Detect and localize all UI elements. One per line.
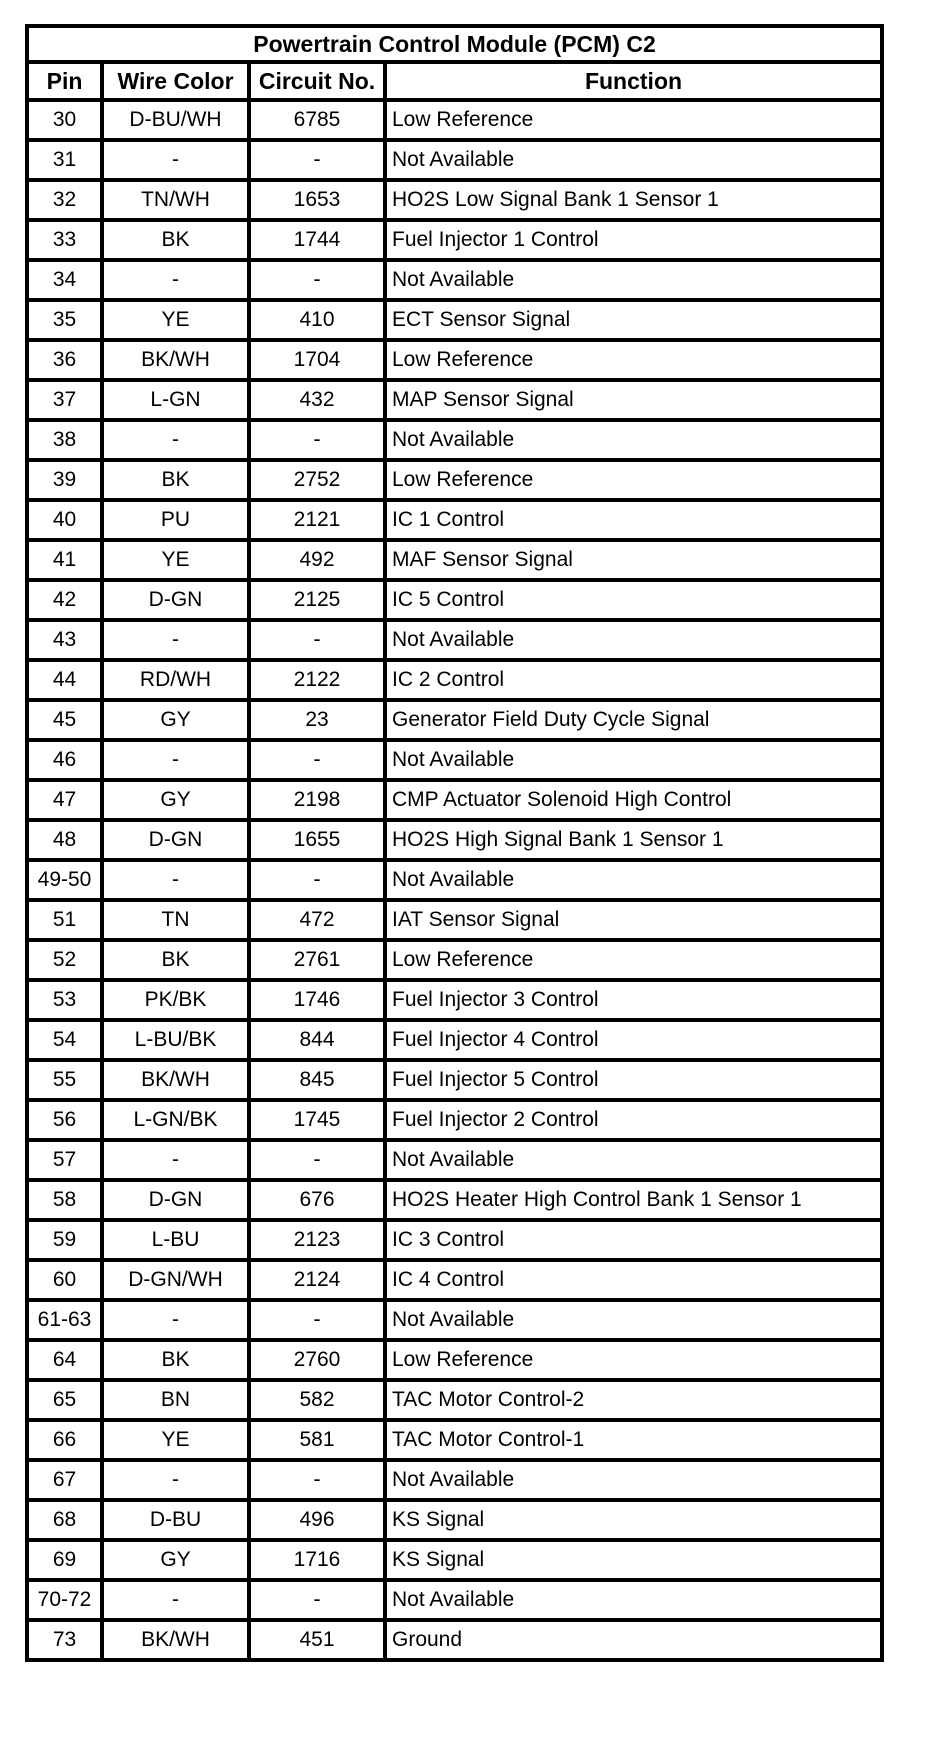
table-row — [27, 740, 882, 780]
pin-cell: 70-72 — [27, 1580, 102, 1620]
table-row — [27, 1500, 882, 1540]
pin-cell: 38 — [27, 420, 102, 460]
circuit-no-cell: 1744 — [249, 220, 385, 260]
function-cell: ECT Sensor Signal — [385, 300, 882, 340]
wire-color-cell: BK — [102, 940, 249, 980]
wire-color-cell: RD/WH — [102, 660, 249, 700]
pin-cell: 44 — [27, 660, 102, 700]
wire-color-cell: YE — [102, 1420, 249, 1460]
circuit-no-cell: - — [249, 260, 385, 300]
wire-color-cell: - — [102, 860, 249, 900]
function-cell: MAF Sensor Signal — [385, 540, 882, 580]
function-cell: Not Available — [385, 420, 882, 460]
circuit-no-cell: 451 — [249, 1620, 385, 1660]
pin-cell: 57 — [27, 1140, 102, 1180]
function-cell: Fuel Injector 4 Control — [385, 1020, 882, 1060]
wire-color-cell: PU — [102, 500, 249, 540]
pin-cell: 46 — [27, 740, 102, 780]
wire-color-cell: D-BU/WH — [102, 100, 249, 140]
circuit-no-cell: 1745 — [249, 1100, 385, 1140]
pin-cell: 73 — [27, 1620, 102, 1660]
wire-color-cell: - — [102, 620, 249, 660]
table-row — [27, 1300, 882, 1340]
pin-cell: 34 — [27, 260, 102, 300]
wire-color-cell: - — [102, 1140, 249, 1180]
circuit-no-cell: - — [249, 860, 385, 900]
table-row — [27, 860, 882, 900]
circuit-no-cell: - — [249, 1140, 385, 1180]
column-header-pin: Pin — [27, 62, 102, 100]
table-title: Powertrain Control Module (PCM) C2 — [27, 26, 882, 62]
wire-color-cell: L-GN/BK — [102, 1100, 249, 1140]
table-row — [27, 1100, 882, 1140]
function-cell: Not Available — [385, 260, 882, 300]
wire-color-cell: BK — [102, 220, 249, 260]
wire-color-cell: D-GN — [102, 820, 249, 860]
circuit-no-cell: - — [249, 1460, 385, 1500]
table-row — [27, 1460, 882, 1500]
circuit-no-cell: 2760 — [249, 1340, 385, 1380]
pin-cell: 69 — [27, 1540, 102, 1580]
table-row — [27, 1180, 882, 1220]
pin-cell: 60 — [27, 1260, 102, 1300]
circuit-no-cell: 844 — [249, 1020, 385, 1060]
pin-cell: 48 — [27, 820, 102, 860]
circuit-no-cell: 6785 — [249, 100, 385, 140]
function-cell: Low Reference — [385, 1340, 882, 1380]
wire-color-cell: BK/WH — [102, 1060, 249, 1100]
function-cell: HO2S Heater High Control Bank 1 Sensor 1 — [385, 1180, 882, 1220]
wire-color-cell: BN — [102, 1380, 249, 1420]
pin-cell: 67 — [27, 1460, 102, 1500]
function-cell: Fuel Injector 2 Control — [385, 1100, 882, 1140]
table-row — [27, 1340, 882, 1380]
table-row — [27, 300, 882, 340]
function-cell: Not Available — [385, 620, 882, 660]
wire-color-cell: GY — [102, 700, 249, 740]
column-header-circuit-no: Circuit No. — [249, 62, 385, 100]
pin-cell: 31 — [27, 140, 102, 180]
table-row — [27, 1260, 882, 1300]
table-row — [27, 1580, 882, 1620]
function-cell: IC 3 Control — [385, 1220, 882, 1260]
circuit-no-cell: 23 — [249, 700, 385, 740]
pin-cell: 45 — [27, 700, 102, 740]
table-row — [27, 1380, 882, 1420]
circuit-no-cell: 2752 — [249, 460, 385, 500]
column-header-row — [27, 62, 882, 100]
circuit-no-cell: - — [249, 140, 385, 180]
wire-color-cell: - — [102, 740, 249, 780]
table-row — [27, 1620, 882, 1660]
table-row — [27, 180, 882, 220]
wire-color-cell: D-GN/WH — [102, 1260, 249, 1300]
pin-cell: 56 — [27, 1100, 102, 1140]
wire-color-cell: BK/WH — [102, 1620, 249, 1660]
pin-cell: 66 — [27, 1420, 102, 1460]
circuit-no-cell: 2121 — [249, 500, 385, 540]
wire-color-cell: GY — [102, 1540, 249, 1580]
circuit-no-cell: 2122 — [249, 660, 385, 700]
pin-cell: 33 — [27, 220, 102, 260]
circuit-no-cell: 1704 — [249, 340, 385, 380]
table-row — [27, 140, 882, 180]
function-cell: Not Available — [385, 1300, 882, 1340]
pin-cell: 68 — [27, 1500, 102, 1540]
circuit-no-cell: 1653 — [249, 180, 385, 220]
circuit-no-cell: 582 — [249, 1380, 385, 1420]
function-cell: IAT Sensor Signal — [385, 900, 882, 940]
circuit-no-cell: 432 — [249, 380, 385, 420]
circuit-no-cell: 581 — [249, 1420, 385, 1460]
circuit-no-cell: 2124 — [249, 1260, 385, 1300]
circuit-no-cell: 1746 — [249, 980, 385, 1020]
wire-color-cell: - — [102, 1300, 249, 1340]
circuit-no-cell: - — [249, 420, 385, 460]
column-header-function: Function — [385, 62, 882, 100]
wire-color-cell: L-BU/BK — [102, 1020, 249, 1060]
function-cell: Fuel Injector 1 Control — [385, 220, 882, 260]
circuit-no-cell: - — [249, 1300, 385, 1340]
wire-color-cell: - — [102, 260, 249, 300]
circuit-no-cell: 1716 — [249, 1540, 385, 1580]
wire-color-cell: L-BU — [102, 1220, 249, 1260]
function-cell: Not Available — [385, 860, 882, 900]
table-row — [27, 1220, 882, 1260]
circuit-no-cell: 1655 — [249, 820, 385, 860]
function-cell: Low Reference — [385, 940, 882, 980]
circuit-no-cell: 845 — [249, 1060, 385, 1100]
circuit-no-cell: - — [249, 620, 385, 660]
wire-color-cell: L-GN — [102, 380, 249, 420]
pin-cell: 58 — [27, 1180, 102, 1220]
circuit-no-cell: 472 — [249, 900, 385, 940]
pin-cell: 65 — [27, 1380, 102, 1420]
function-cell: IC 1 Control — [385, 500, 882, 540]
function-cell: Not Available — [385, 140, 882, 180]
function-cell: Low Reference — [385, 460, 882, 500]
function-cell: Low Reference — [385, 100, 882, 140]
table-row — [27, 660, 882, 700]
wire-color-cell: BK — [102, 460, 249, 500]
table-row — [27, 540, 882, 580]
pin-cell: 54 — [27, 1020, 102, 1060]
function-cell: Not Available — [385, 740, 882, 780]
table-row — [27, 780, 882, 820]
circuit-no-cell: 2125 — [249, 580, 385, 620]
function-cell: Ground — [385, 1620, 882, 1660]
table-row — [27, 380, 882, 420]
pin-cell: 41 — [27, 540, 102, 580]
pin-cell: 55 — [27, 1060, 102, 1100]
wire-color-cell: D-BU — [102, 1500, 249, 1540]
function-cell: Generator Field Duty Cycle Signal — [385, 700, 882, 740]
pin-cell: 43 — [27, 620, 102, 660]
table-row — [27, 500, 882, 540]
function-cell: CMP Actuator Solenoid High Control — [385, 780, 882, 820]
function-cell: MAP Sensor Signal — [385, 380, 882, 420]
wire-color-cell: - — [102, 1460, 249, 1500]
table-row — [27, 820, 882, 860]
circuit-no-cell: 2123 — [249, 1220, 385, 1260]
wire-color-cell: D-GN — [102, 1180, 249, 1220]
pin-cell: 52 — [27, 940, 102, 980]
pin-cell: 32 — [27, 180, 102, 220]
title-row — [27, 26, 882, 62]
pin-cell: 61-63 — [27, 1300, 102, 1340]
pin-cell: 51 — [27, 900, 102, 940]
function-cell: IC 2 Control — [385, 660, 882, 700]
table-row — [27, 1420, 882, 1460]
table-row — [27, 620, 882, 660]
pin-cell: 53 — [27, 980, 102, 1020]
wire-color-cell: - — [102, 1580, 249, 1620]
wire-color-cell: TN — [102, 900, 249, 940]
function-cell: Fuel Injector 5 Control — [385, 1060, 882, 1100]
table-row — [27, 1140, 882, 1180]
table-row — [27, 1540, 882, 1580]
function-cell: IC 5 Control — [385, 580, 882, 620]
table-row — [27, 900, 882, 940]
pin-cell: 36 — [27, 340, 102, 380]
function-cell: KS Signal — [385, 1500, 882, 1540]
wire-color-cell: BK/WH — [102, 340, 249, 380]
function-cell: TAC Motor Control-1 — [385, 1420, 882, 1460]
pin-cell: 40 — [27, 500, 102, 540]
wire-color-cell: - — [102, 140, 249, 180]
wire-color-cell: TN/WH — [102, 180, 249, 220]
pin-cell: 64 — [27, 1340, 102, 1380]
wire-color-cell: GY — [102, 780, 249, 820]
circuit-no-cell: 2198 — [249, 780, 385, 820]
circuit-no-cell: 492 — [249, 540, 385, 580]
column-header-wire-color: Wire Color — [102, 62, 249, 100]
wire-color-cell: - — [102, 420, 249, 460]
pcm-c2-pinout-table — [25, 24, 884, 1662]
pin-cell: 39 — [27, 460, 102, 500]
circuit-no-cell: 496 — [249, 1500, 385, 1540]
function-cell: IC 4 Control — [385, 1260, 882, 1300]
circuit-no-cell: 410 — [249, 300, 385, 340]
circuit-no-cell: - — [249, 1580, 385, 1620]
table-row — [27, 1060, 882, 1100]
table-row — [27, 700, 882, 740]
pin-cell: 30 — [27, 100, 102, 140]
pin-cell: 35 — [27, 300, 102, 340]
circuit-no-cell: 676 — [249, 1180, 385, 1220]
table-row — [27, 260, 882, 300]
function-cell: Low Reference — [385, 340, 882, 380]
table-row — [27, 940, 882, 980]
table-row — [27, 460, 882, 500]
function-cell: Not Available — [385, 1580, 882, 1620]
function-cell: Fuel Injector 3 Control — [385, 980, 882, 1020]
function-cell: HO2S High Signal Bank 1 Sensor 1 — [385, 820, 882, 860]
table-row — [27, 980, 882, 1020]
pin-cell: 49-50 — [27, 860, 102, 900]
table-row — [27, 340, 882, 380]
pin-cell: 47 — [27, 780, 102, 820]
function-cell: HO2S Low Signal Bank 1 Sensor 1 — [385, 180, 882, 220]
table-row — [27, 100, 882, 140]
circuit-no-cell: - — [249, 740, 385, 780]
function-cell: Not Available — [385, 1140, 882, 1180]
table-row — [27, 580, 882, 620]
wire-color-cell: YE — [102, 300, 249, 340]
pin-cell: 37 — [27, 380, 102, 420]
wire-color-cell: D-GN — [102, 580, 249, 620]
table-row — [27, 220, 882, 260]
table-row — [27, 1020, 882, 1060]
function-cell: KS Signal — [385, 1540, 882, 1580]
function-cell: TAC Motor Control-2 — [385, 1380, 882, 1420]
wire-color-cell: BK — [102, 1340, 249, 1380]
pin-cell: 59 — [27, 1220, 102, 1260]
pin-cell: 42 — [27, 580, 102, 620]
wire-color-cell: YE — [102, 540, 249, 580]
wire-color-cell: PK/BK — [102, 980, 249, 1020]
table-row — [27, 420, 882, 460]
circuit-no-cell: 2761 — [249, 940, 385, 980]
function-cell: Not Available — [385, 1460, 882, 1500]
